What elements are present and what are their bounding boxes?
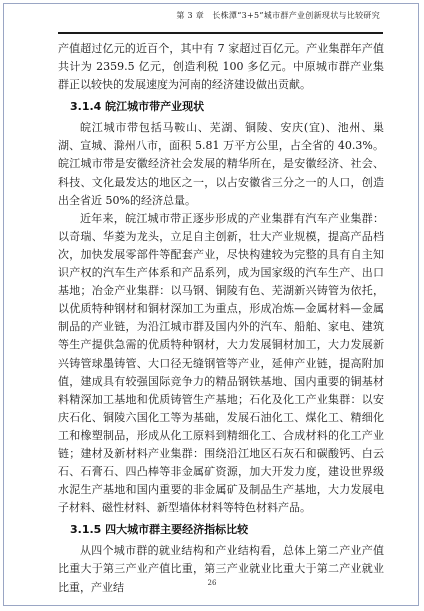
section-heading-3-1-5: 3.1.5 四大城市群主要经济指标比较 — [70, 523, 249, 537]
section-heading-3-1-4: 3.1.4 皖江城市带产业现状 — [70, 100, 205, 114]
paragraph-wanjiang-industry: 近年来，皖江城市带正逐步形成的产业集群有汽车产业集群：以奇瑞、华菱为龙头，立足自主创新，壮大产业规模，提高产品档次，加快发展零部件等配套产业，尽快构建较为完整的具有自主知识产权的汽车生产体系和产品系列，成为国家级的汽车生产、出口基地；冶金产业集群：以马钢、铜陵有色、芜湖新兴铸管为依托，以优质特种钢材和铜材深加工为重点，形成冶炼—金属材料—金属制品的产业链，为沿江城市群及国内外的汽车、船舶、家电、建筑等生产提供急需的优质特种钢材，大力发展铜材加工，大力发展新兴铸管球墨铸管、大口径无缝钢管等产业，延伸产业链，提高附加值，建成具有较强国际竞争力的精品钢铁基地、国内重要的铜基材料精深加工基地和优质铸管生产基地；石化及化工产业集群：以安庆石化、铜陵六国化工等为基础，发展石油化工、煤化工、精细化工和橡塑制品，形成从化工原料到精细化工、合成材料的化工产业链；建材及新材料产业集群：围绕沿江地区石灰石和碳酸钙、白云石、石膏石、四凸棒等非金属矿资源，加大开发力度，建设世界级水泥生产基地和国内重要的非金属矿及制品生产基地，大力发展电子材料、磁性材料、新型墙体材料等特色材料产品。 — [58, 211, 384, 515]
paragraph-compare: 从四个城市群的就业结构和产业结构看，总体上第二产业产值比重大于第三产业产值比重，第三产业就业比重大于第二产业就业比重，产业结 — [58, 544, 384, 594]
page-number: 26 — [207, 579, 217, 587]
chapter-header-title: 第 3 章 长株潭“3+5”城市群产业创新现状与比较研究 — [176, 11, 380, 20]
running-header — [0, 8, 424, 26]
paragraph-top: 产值超过亿元的近百个，其中有 7 家超过百亿元。产业集群年产值共计为 2359.5 亿元，创造利税 100 多亿元。中原城市群产业集群正以较快的发展速度为河南的经济建设做出贡献。 — [58, 42, 384, 92]
header-rule — [58, 32, 383, 34]
page-body — [58, 40, 384, 597]
paragraph-wanjiang-intro: 皖江城市带包括马鞍山、芜湖、铜陵、安庆(宜)、池州、巢湖、宣城、滁州八市，面积 5.81 万平方公里，占全省的 40.3%。皖江城市带是安徽经济社会发展的精华所在，是安徽经济、社会、科技、文化最发达的地区之一，以占安徽省三分之一的人口，创造出全省近 50%的经济总量。 — [58, 121, 384, 207]
